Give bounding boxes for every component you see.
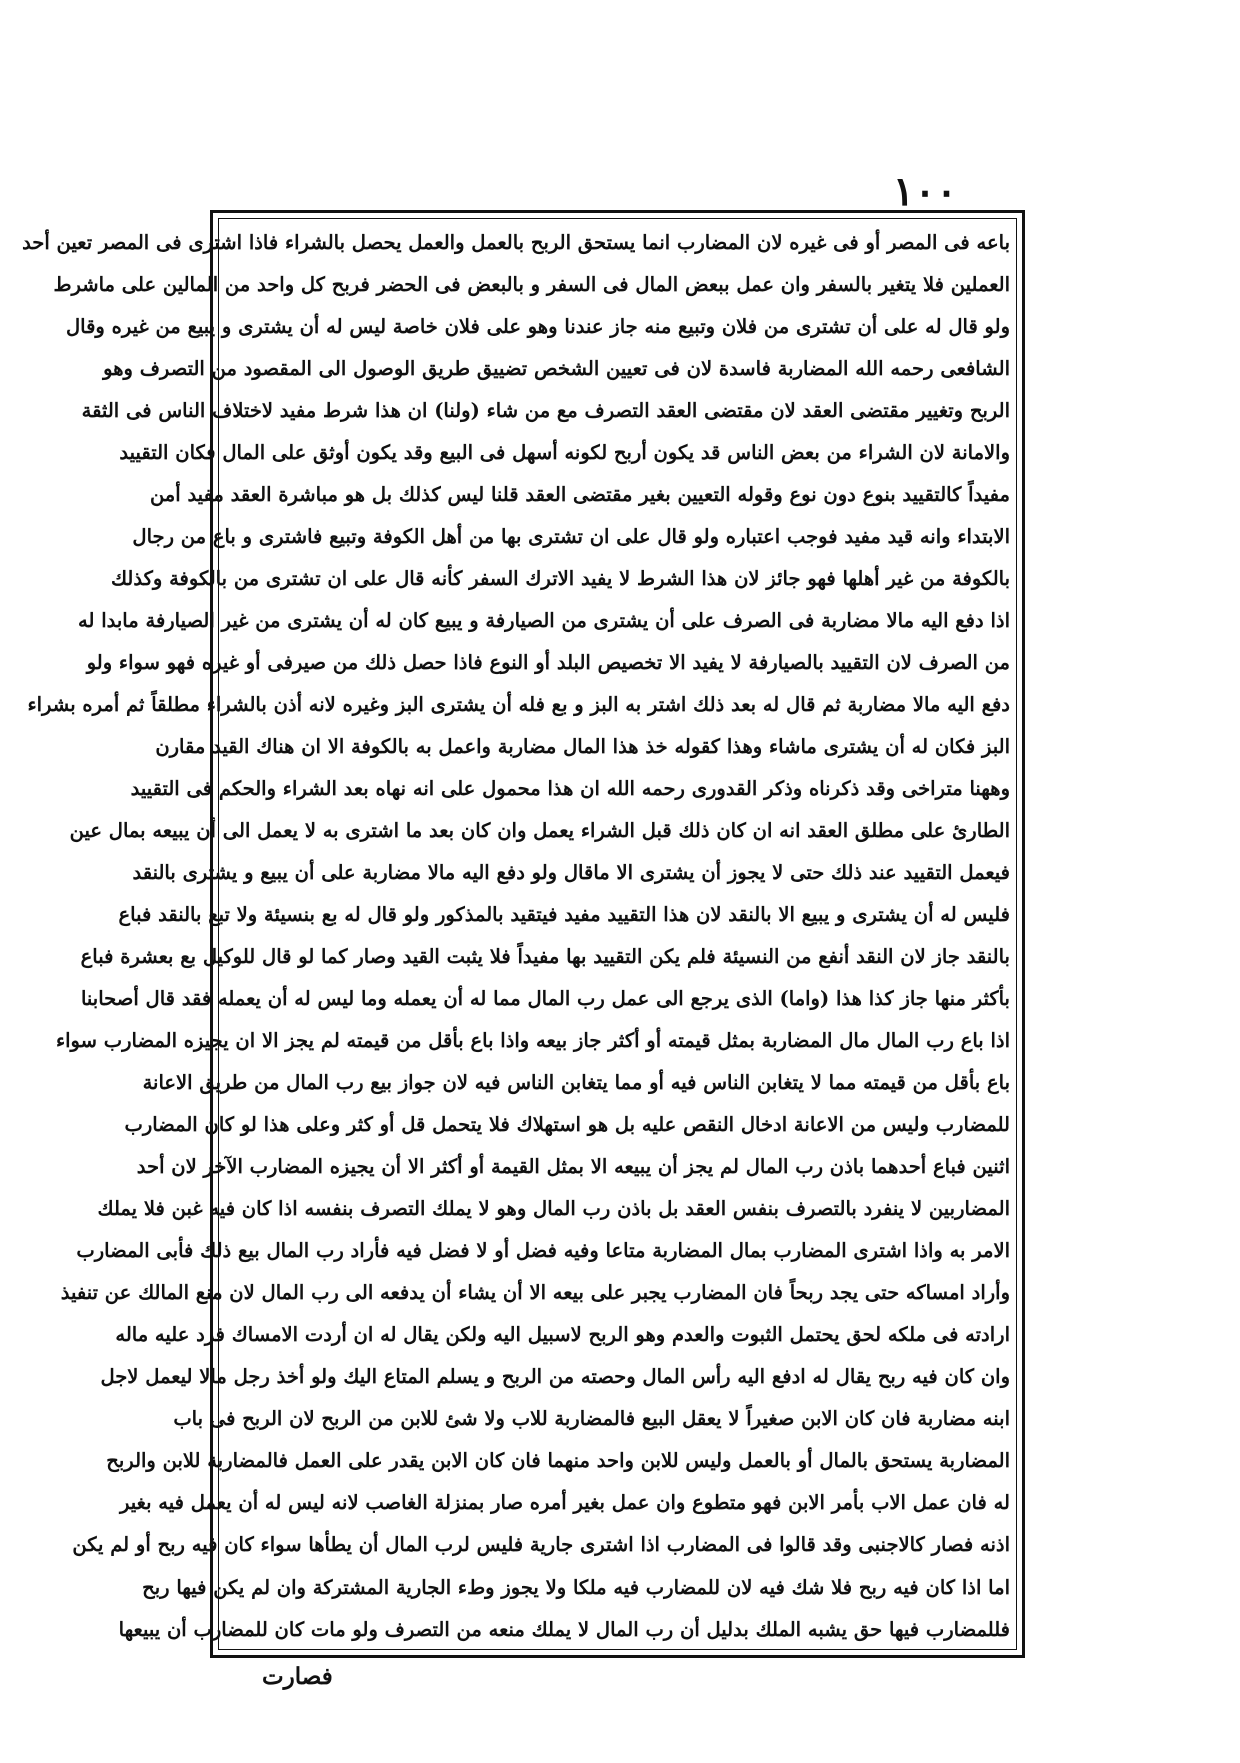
- text-line: وههنا متراخى وقد ذكرناه وذكر القدورى رحمه الله ان هذا محمول على انه نهاه بعد الشراء والحكم فى التقييد: [130, 777, 1010, 801]
- text-line: والامانة لان الشراء من بعض الناس قد يكون أربح لكونه أسهل فى البيع وقد يكون أوثق على المال فكان التقييد: [119, 441, 1010, 465]
- text-line: الربح وتغيير مقتضى العقد لان مقتضى العقد التصرف مع من شاء (ولنا) ان هذا شرط مفيد لاختلاف الناس فى الثقة: [81, 399, 1010, 423]
- text-line: للمضارب وليس من الاعانة ادخال النقص عليه بل هو استهلاك فلا يتحمل قل أو كثر وعلى هذا لو كان المضارب: [124, 1113, 1010, 1137]
- main-text-block: [22, 226, 1010, 1646]
- text-line: له فان عمل الاب بأمر الابن فهو متطوع وان عمل بغير أمره صار بمنزلة الغاصب لانه ليس له أن يعمل فيه بغير: [120, 1491, 1010, 1515]
- text-line: المضاربة يستحق بالمال أو بالعمل وليس للابن واحد منهما فان كان الابن يقدر على العمل فالمضاربة للابن والربح: [106, 1449, 1010, 1473]
- text-line: ارادته فى ملكه لحق يحتمل الثبوت والعدم وهو الربح لاسبيل اليه ولكن يقال له ان أردت الامساك فرد عليه ماله: [115, 1323, 1010, 1347]
- text-line: وأراد امساكه حتى يجد ربحاً فان المضارب يجبر على بيعه الا أن يشاء أن يدفعه الى رب المال لان منع المالك عن تنفيذ: [60, 1281, 1010, 1305]
- text-line: المضاربين لا ينفرد بالتصرف بنفس العقد بل باذن رب المال وهو لا يملك التصرف بنفسه اذا كان فيه غبن فلا يملك: [97, 1197, 1010, 1221]
- text-line: بالكوفة من غير أهلها فهو جائز لان هذا الشرط لا يفيد الاترك السفر كأنه قال على ان تشترى من بالكوفة وكذلك: [111, 567, 1010, 591]
- text-line: من الصرف لان التقييد بالصيارفة لا يفيد الا تخصيص البلد أو النوع فاذا حصل ذلك من صيرفى أو غيره فهو سواء ولو: [86, 651, 1010, 675]
- text-line: الشافعى رحمه الله المضاربة فاسدة لان فى تعيين الشخص تضييق طريق الوصول الى المقصود من التصرف وهو: [103, 357, 1010, 381]
- text-line: الطارئ على مطلق العقد انه ان كان ذلك قبل الشراء يعمل وان كان بعد ما اشترى به لا يعمل الى أن يبيعه بمال عين: [69, 819, 1010, 843]
- text-line: اذا دفع اليه مالا مضاربة فى الصرف على أن يشترى من الصيارفة و يبيع كان له أن يشترى من غير الصيارفة مابدا له: [78, 609, 1010, 633]
- text-line: اما اذا كان فيه ربح فلا شك فيه لان للمضارب فيه ملكا ولا يجوز وطء الجارية المشتركة وان لم يكن فيها ربح: [142, 1575, 1010, 1599]
- text-line: بالنقد جاز لان النقد أنفع من النسيئة فلم يكن التقييد بها مفيداً فلا يثبت القيد وصار كما لو قال للوكيل بع بعشرة فباع: [80, 945, 1010, 969]
- text-line: اذا باع رب المال مال المضاربة بمثل قيمته أو أكثر جاز بيعه واذا باع بأقل من قيمته لم يجز الا ان يجيزه المضارب سواء: [55, 1029, 1010, 1053]
- text-line: ابنه مضاربة فان كان الابن صغيراً لا يعقل البيع فالمضاربة للاب ولا شئ للابن من الربح لان الربح فى باب: [173, 1407, 1010, 1431]
- text-line: دفع اليه مالا مضاربة ثم قال له بعد ذلك اشتر به البز و بع فله أن يشترى البز وغيره لانه أذن بالشراء مطلقاً ثم أمره بشراء: [27, 693, 1010, 717]
- text-line: اثنين فباع أحدهما باذن رب المال لم يجز أن يبيعه الا بمثل القيمة أو أكثر الا أن يجيزه المضارب الآخر لان أحد: [136, 1155, 1010, 1179]
- text-line: الامر به واذا اشترى المضارب بمال المضاربة متاعا وفيه فضل أو لا فضل فيه فأراد رب المال بيع ذلك فأبى المضارب: [76, 1239, 1010, 1263]
- text-line: مفيداً كالتقييد بنوع دون نوع وقوله التعيين بغير مقتضى العقد قلنا ليس كذلك بل هو مباشرة العقد مفيد أمن: [149, 483, 1010, 507]
- text-line: وان كان فيه ربح يقال له ادفع اليه رأس المال وحصته من الربح و يسلم المتاع اليك ولو أخذ رجل مالا ليعمل لاجل: [100, 1365, 1010, 1389]
- catchword: فصارت: [262, 1663, 333, 1690]
- text-line: فللمضارب فيها حق يشبه الملك بدليل أن رب المال لا يملك منعه من التصرف ولو مات كان للمضارب أن يبيعها: [118, 1617, 1010, 1641]
- page-number: ١٠٠: [892, 168, 958, 215]
- text-line: باعه فى المصر أو فى غيره لان المضارب انما يستحق الربح بالعمل والعمل يحصل بالشراء فاذا اشترى فى المصر تعين أحد: [22, 231, 1010, 254]
- text-line: باع بأقل من قيمته مما لا يتغابن الناس فيه أو مما يتغابن الناس فيه لان جواز بيع رب المال من طريق الاعانة: [142, 1071, 1010, 1095]
- text-line: البز فكان له أن يشترى ماشاء وهذا كقوله خذ هذا المال مضاربة واعمل به بالكوفة الا ان هناك القيد مقارن: [155, 735, 1010, 759]
- text-line: اذنه فصار كالاجنبى وقد قالوا فى المضارب اذا اشترى جارية فليس لرب المال أن يطأها سواء كان فيه ربح أو لم يكن: [72, 1533, 1010, 1557]
- text-line: ولو قال له على أن تشترى من فلان وتبيع منه جاز عندنا وهو على فلان خاصة ليس له أن يشترى و يبيع من غيره وقال: [65, 315, 1010, 339]
- text-line: فيعمل التقييد عند ذلك حتى لا يجوز أن يشترى الا ماقال ولو دفع اليه مالا مضاربة على أن يبيع و يشترى بالنقد: [132, 861, 1010, 885]
- text-line: الابتداء وانه قيد مفيد فوجب اعتباره ولو قال على ان تشترى بها من أهل الكوفة وتبيع فاشترى و باع من رجال: [132, 525, 1010, 549]
- text-line: بأكثر منها جاز كذا هذا (واما) الذى يرجع الى عمل رب المال مما له أن يعمله وما ليس له أن يعمله فقد قال أصحابنا: [80, 987, 1010, 1011]
- text-line: فليس له أن يشترى و يبيع الا بالنقد لان هذا التقييد مفيد فيتقيد بالمذكور ولو قال له بع بنسيئة ولا تبع بالنقد فباع: [118, 903, 1010, 927]
- text-line: العملين فلا يتغير بالسفر وان عمل ببعض المال فى السفر و بالبعض فى الحضر فربح كل واحد من المالين على ماشرط: [53, 273, 1010, 297]
